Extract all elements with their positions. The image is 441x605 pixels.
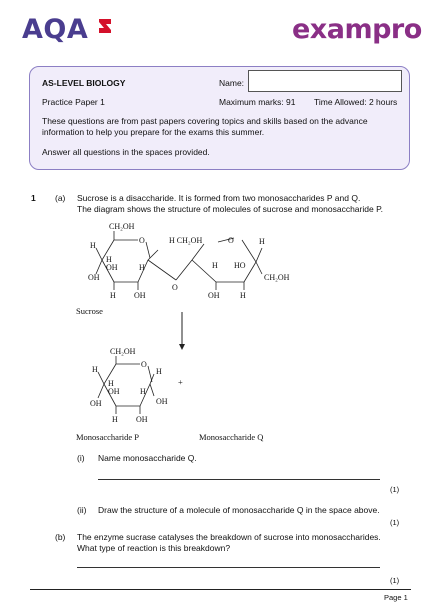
sub-i-text: Name monosaccharide Q. (98, 453, 197, 463)
svg-text:H: H (212, 261, 218, 270)
plus-sign: + (178, 377, 183, 387)
part-a-line-1: Sucrose is a disaccharide. It is formed from two monosaccharides P and Q. (77, 193, 361, 203)
sucrose-label: Sucrose (76, 306, 103, 316)
svg-text:OH: OH (156, 397, 168, 406)
subject-title: AS-LEVEL BIOLOGY (42, 78, 126, 88)
monosaccharide-p-diagram (84, 344, 204, 432)
svg-text:OH: OH (106, 263, 118, 272)
question-number: 1 (31, 193, 36, 203)
svg-text:OH: OH (208, 291, 220, 300)
svg-text:OH: OH (90, 399, 102, 408)
svg-text:H: H (106, 255, 112, 264)
svg-text:CH₂OH: CH₂OH (109, 222, 135, 231)
intro-line-1: These questions are from past papers covering topics and skills based on the advance (42, 116, 368, 126)
exampro-logo: exampro (292, 14, 422, 45)
page-number: Page 1 (384, 593, 408, 602)
svg-text:H: H (140, 387, 146, 396)
time-allowed: Time Allowed: 2 hours (314, 97, 398, 107)
answer-line-i[interactable] (98, 479, 380, 480)
svg-text:O: O (228, 236, 234, 245)
answer-line-b[interactable] (77, 567, 380, 568)
svg-text:H: H (240, 291, 246, 300)
sucrose-structure-diagram (76, 218, 306, 318)
part-b-line-2: What type of reaction is this breakdown? (77, 543, 231, 553)
sub-i-label: (i) (77, 453, 85, 463)
svg-text:H: H (92, 365, 98, 374)
sub-ii-label: (ii) (77, 505, 87, 515)
svg-text:H: H (156, 367, 162, 376)
name-label: Name: (219, 78, 245, 88)
svg-text:O: O (139, 236, 145, 245)
part-a-line-2: The diagram shows the structure of molecules of sucrose and monosaccharide P. (77, 204, 383, 214)
svg-text:HO: HO (234, 261, 246, 270)
svg-text:H: H (139, 263, 145, 272)
monosaccharide-p-label: Monosaccharide P (76, 432, 140, 442)
svg-text:H: H (110, 291, 116, 300)
marks-i: (1) (390, 485, 400, 494)
marks-b: (1) (390, 576, 400, 585)
part-a-label: (a) (55, 193, 66, 203)
svg-text:OH: OH (108, 387, 120, 396)
part-b-label: (b) (55, 532, 66, 542)
name-field[interactable] (248, 70, 402, 92)
aqa-logo-mark-icon (97, 17, 113, 35)
svg-text:O: O (141, 360, 147, 369)
svg-text:H CH₂OH: H CH₂OH (169, 236, 203, 245)
svg-text:H: H (259, 237, 265, 246)
part-b-line-1: The enzyme sucrase catalyses the breakdown of sucrose into monosaccharides. (77, 532, 381, 542)
max-marks: Maximum marks: 91 (219, 97, 296, 107)
svg-text:OH: OH (136, 415, 148, 424)
instruction: Answer all questions in the spaces provided. (42, 147, 210, 157)
svg-text:O: O (172, 283, 178, 292)
svg-text:CH₂OH: CH₂OH (110, 347, 136, 356)
paper-label: Practice Paper 1 (42, 97, 105, 107)
svg-text:CH₂OH: CH₂OH (264, 273, 290, 282)
svg-text:OH: OH (88, 273, 100, 282)
svg-text:H: H (90, 241, 96, 250)
svg-text:H: H (108, 379, 114, 388)
aqa-logo: AQA (22, 14, 89, 45)
marks-ii: (1) (390, 518, 400, 527)
svg-text:H: H (112, 415, 118, 424)
footer-rule (30, 589, 411, 590)
monosaccharide-q-label: Monosaccharide Q (199, 432, 264, 442)
sub-ii-text: Draw the structure of a molecule of monosaccharide Q in the space above. (98, 505, 380, 515)
intro-line-2: information to help you prepare for the exams this summer. (42, 127, 265, 137)
svg-text:OH: OH (134, 291, 146, 300)
